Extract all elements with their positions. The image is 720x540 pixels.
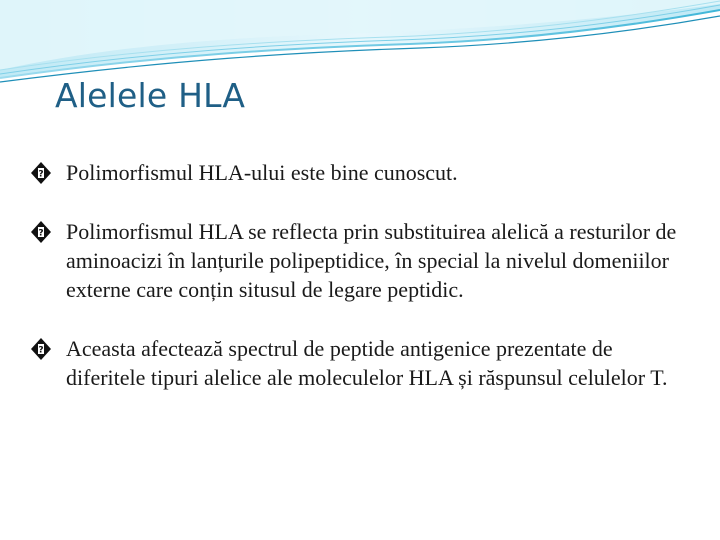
bullet-item [30,217,695,304]
bullet-item [30,158,695,187]
svg-text:?: ? [38,228,44,239]
bullet-text: Polimorfismul HLA-ului este bine cunoscut. [66,160,458,185]
bullet-list [30,158,695,392]
bullet-item [30,334,695,392]
slide-title: Alelele HLA [55,76,246,115]
missing-glyph-icon [30,220,52,244]
bullet-text: Polimorfismul HLA se reflecta prin substituirea alelică a resturilor de aminoacizi în lanțurile polipeptidice, în special la nivelul domeniilor externe care conțin situsul de legare peptidic. [66,219,677,302]
missing-glyph-icon [30,337,52,361]
svg-text:?: ? [38,345,44,356]
bullet-text: Aceasta afectează spectrul de peptide antigenice prezentate de diferitele tipuri alelice ale moleculelor HLA și răspunsul celulelor T. [66,336,668,390]
svg-text:?: ? [38,169,44,180]
missing-glyph-icon [30,161,52,185]
